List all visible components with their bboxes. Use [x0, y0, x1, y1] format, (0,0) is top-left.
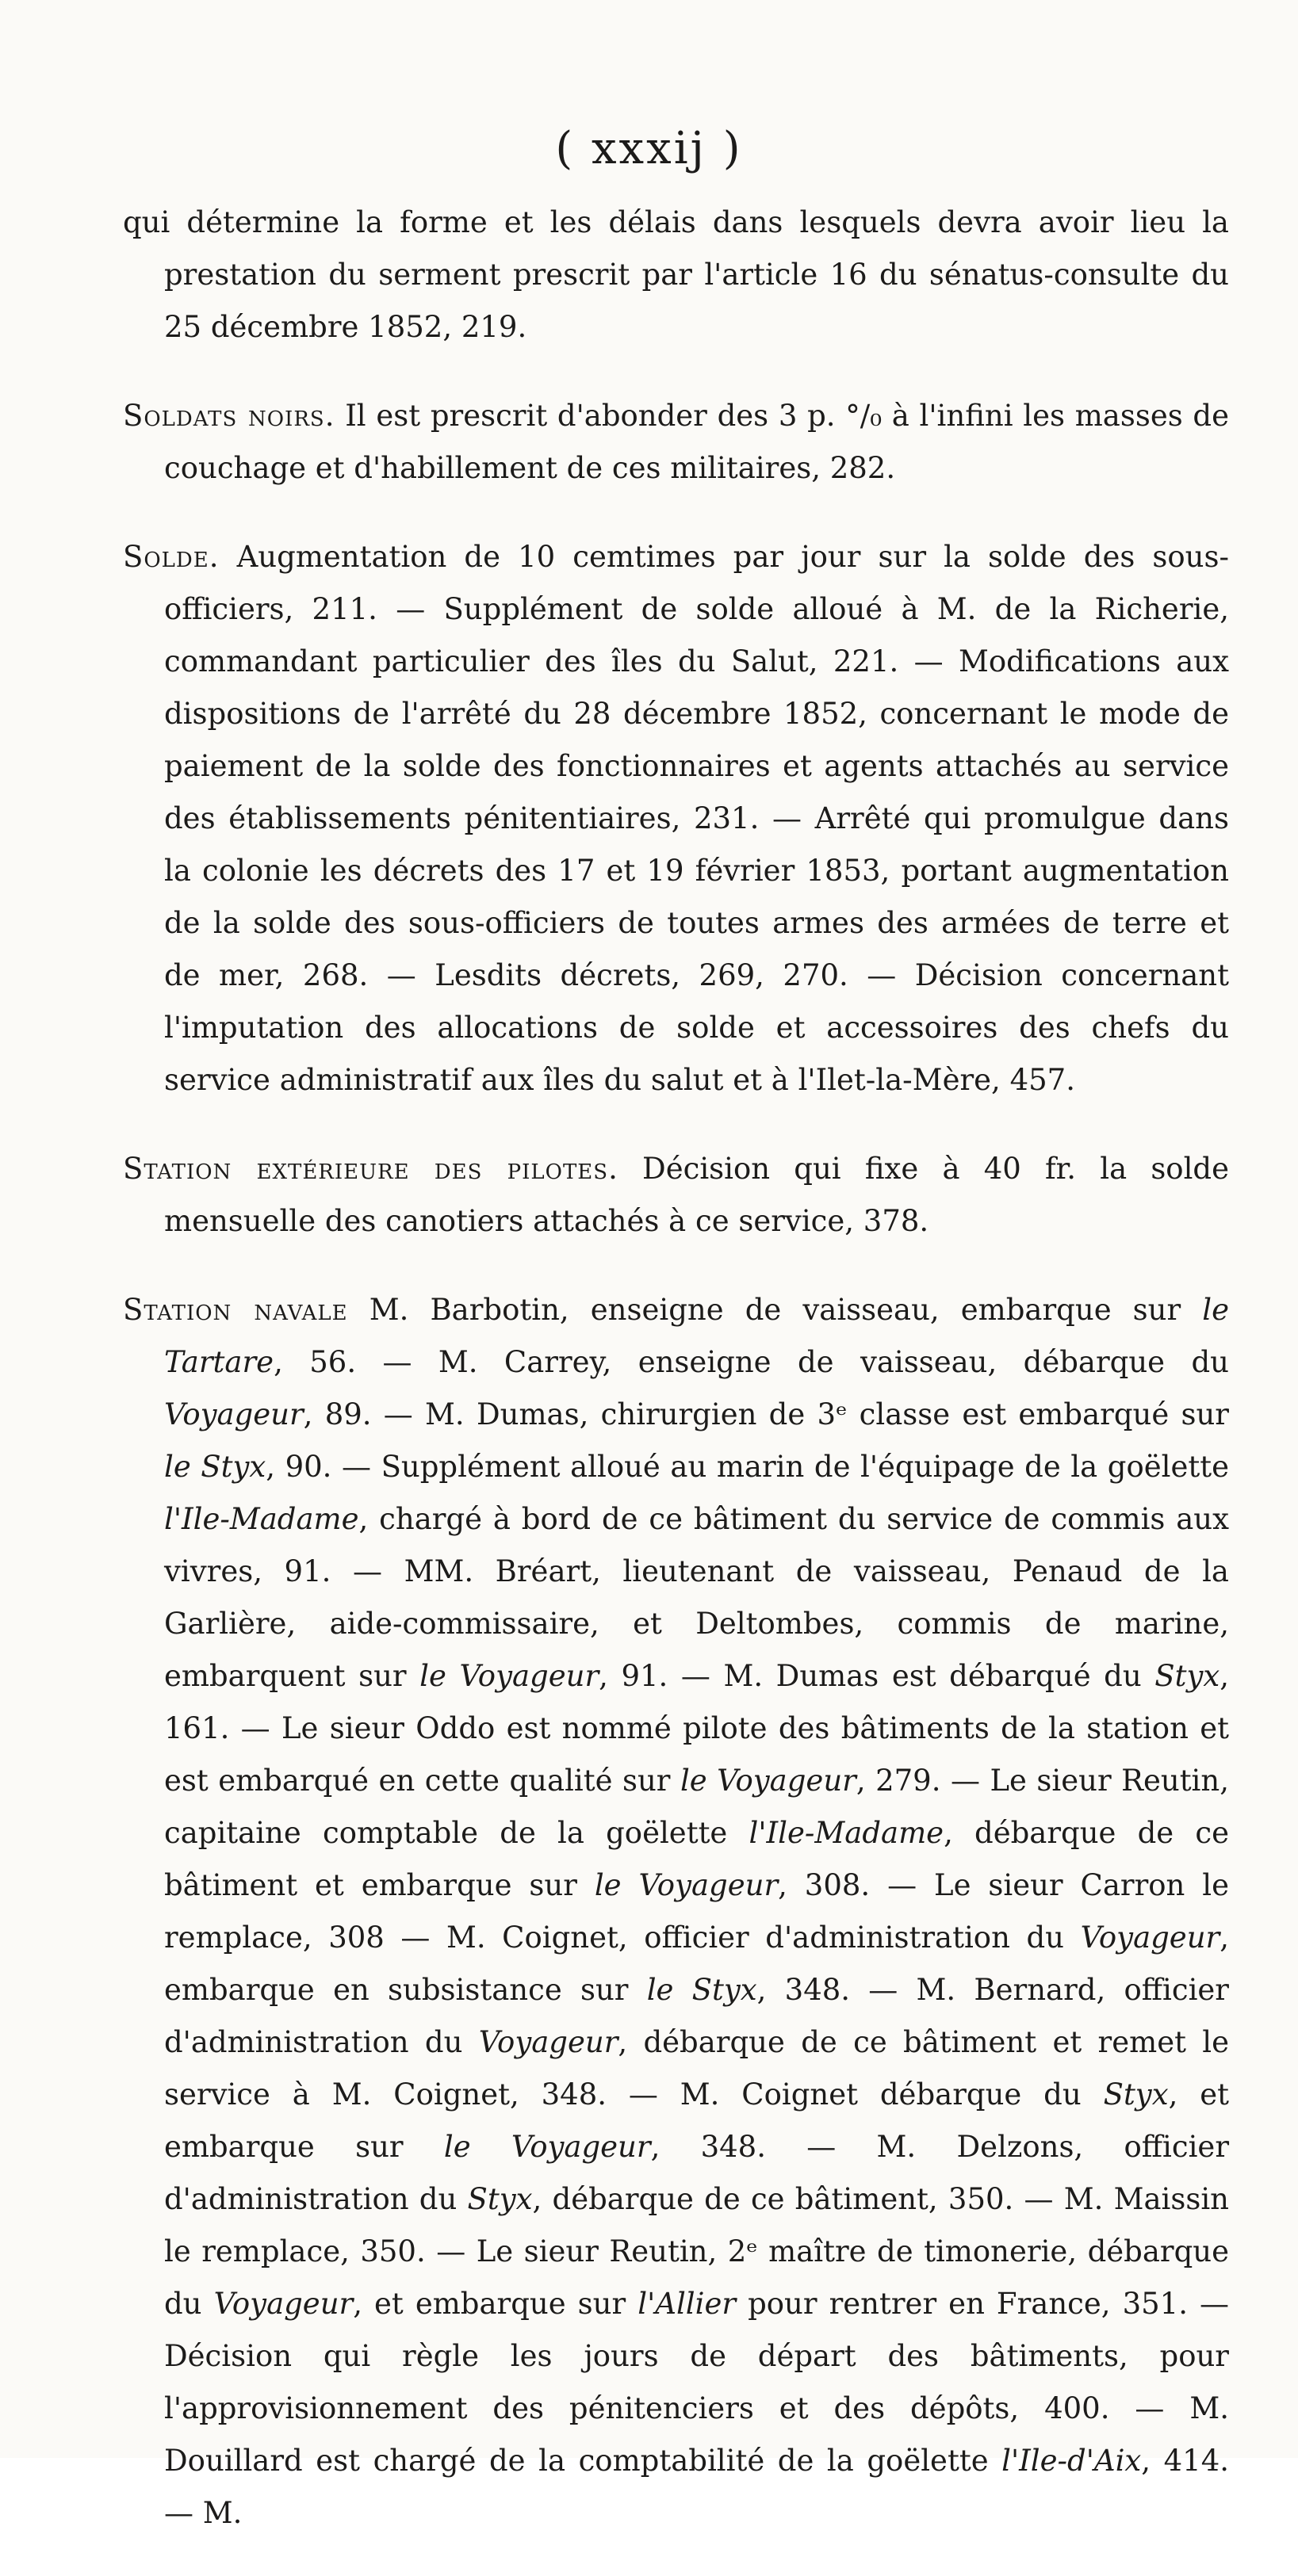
ship-name: le Voyageur	[419, 1659, 599, 1693]
text-segment: , 348. — M. Delzons, officier d'administration du	[164, 2130, 1230, 2216]
text-segment: , 414. — M.	[164, 2444, 1229, 2530]
ship-name: l'Ile-d'Aix	[1001, 2444, 1142, 2478]
text-segment: pour rentrer en France, 351. — Décision qui règle les jours de départ des bâtiments, pour l'approvisionnement des pénitenciers et des dépôts, 400. — M. Douillard est chargé de la comptabilité de la goëlette	[164, 2287, 1230, 2478]
ship-name: Voyageur	[1080, 1921, 1220, 1955]
text-segment: , 91. — M. Dumas est débarqué du	[599, 1659, 1155, 1693]
ship-name: l'Ile-Madame	[749, 1816, 944, 1850]
document-body	[123, 197, 1229, 2576]
entry-heading: Soldats noirs.	[123, 399, 335, 433]
text-segment: , 279. — Le sieur Reutin, capitaine comptable de la goëlette	[164, 1764, 1229, 1850]
entry-heading: Station extérieure des pilotes.	[123, 1152, 618, 1186]
text-segment: , débarque de ce bâtiment, 350. — M. Maissin le remplace, 350. — Le sieur Reutin, 2ᵉ maître de timonerie, débarque du	[164, 2182, 1229, 2321]
text-segment: , 348. — M. Bernard, officier d'administration du	[164, 1973, 1229, 2059]
page-header: ( xxxij )	[555, 123, 743, 174]
ship-name: le Styx	[646, 1973, 757, 2007]
entry-soldats-noirs	[123, 390, 1229, 495]
ship-name: Voyageur	[164, 1397, 304, 1431]
ship-name: l'Allier	[638, 2287, 737, 2321]
ship-name: Styx	[467, 2182, 533, 2216]
entry-heading: Station navale	[123, 1293, 348, 1327]
ship-name: l'Ile-Madame	[164, 1502, 359, 1536]
text-segment: , débarque de ce bâtiment et remet le service à M. Coignet, 348. — M. Coignet débarque du	[164, 2025, 1229, 2112]
text-segment: , 90. — Supplément alloué au marin de l'équipage de la goëlette	[266, 1450, 1229, 1484]
text-segment: , et embarque sur	[353, 2287, 638, 2321]
text-segment: , chargé à bord de ce bâtiment du service de commis aux vivres, 91. — MM. Bréart, lieutenant de vaisseau, Penaud de la Garlière, aide-commissaire, et Deltombes, commis de marine, embarquent sur	[164, 1502, 1229, 1693]
text-segment: qui détermine la forme et les délais dans lesquels devra avoir lieu la prestation du serment prescrit par l'article 16 du sénatus-consulte du 25 décembre 1852, 219.	[123, 205, 1229, 344]
ship-name: Styx	[1154, 1659, 1220, 1693]
text-segment: Il est prescrit d'abonder des 3 p. °/₀ à l'infini les masses de couchage et d'habillement de ces militaires, 282.	[164, 399, 1229, 485]
text-segment: , débarque de ce bâtiment et embarque sur	[164, 1816, 1230, 1902]
text-segment: Augmentation de 10 cemtimes par jour sur la solde des sous-officiers, 211. — Supplément de solde alloué à M. de la Richerie, commandant particulier des îles du Salut, 221. — Modifications aux dispositions de l'arrêté du 28 décembre 1852, concernant le mode de paiement de la solde des fonctionnaires et agents attachés au service des établissements pénitentiaires, 231. — Arrêté qui promulgue dans la colonie les décrets des 17 et 19 février 1853, portant augmentation de la solde des sous-officiers de toutes armes des armées de terre et de mer, 268. — Lesdits décrets, 269, 270. — Décision concernant l'imputation des allocations de solde et accessoires des chefs du service administratif aux îles du salut et à l'Ilet-la-Mère, 457.	[164, 540, 1229, 1097]
ship-name: Styx	[1103, 2077, 1169, 2112]
text-segment: M. Barbotin, enseigne de vaisseau, embarque sur	[347, 1293, 1203, 1327]
text-segment: , 56. — M. Carrey, enseigne de vaisseau, débarque du	[274, 1345, 1229, 1379]
entry-station-exterieure	[123, 1143, 1229, 1248]
text-segment: , embarque en subsistance sur	[164, 1921, 1229, 2007]
entry-serment-continuation	[123, 197, 1229, 354]
ship-name: le Voyageur	[594, 1868, 779, 1902]
ship-name: Voyageur	[478, 2025, 618, 2059]
ship-name: le Voyageur	[443, 2130, 651, 2164]
text-segment: Décision qui fixe à 40 fr. la solde mensuelle des canotiers attachés à ce service, 378.	[164, 1152, 1229, 1238]
ship-name: Voyageur	[213, 2287, 354, 2321]
ship-name: le Voyageur	[680, 1764, 856, 1798]
text-segment: , 308. — Le sieur Carron le remplace, 308 — M. Coignet, officier d'administration du	[164, 1868, 1229, 1955]
entry-heading: Solde.	[123, 540, 220, 574]
text-segment: , 161. — Le sieur Oddo est nommé pilote des bâtiments de la station et est embarqué en cette qualité sur	[164, 1659, 1229, 1798]
ship-name: le Tartare	[164, 1293, 1229, 1379]
text-segment: , 89. — M. Dumas, chirurgien de 3ᵉ classe est embarqué sur	[303, 1397, 1229, 1431]
entry-solde	[123, 531, 1229, 1106]
text-segment: , et embarque sur	[164, 2077, 1230, 2164]
ship-name: le Styx	[164, 1450, 266, 1484]
entry-station-navale	[123, 1284, 1229, 2540]
